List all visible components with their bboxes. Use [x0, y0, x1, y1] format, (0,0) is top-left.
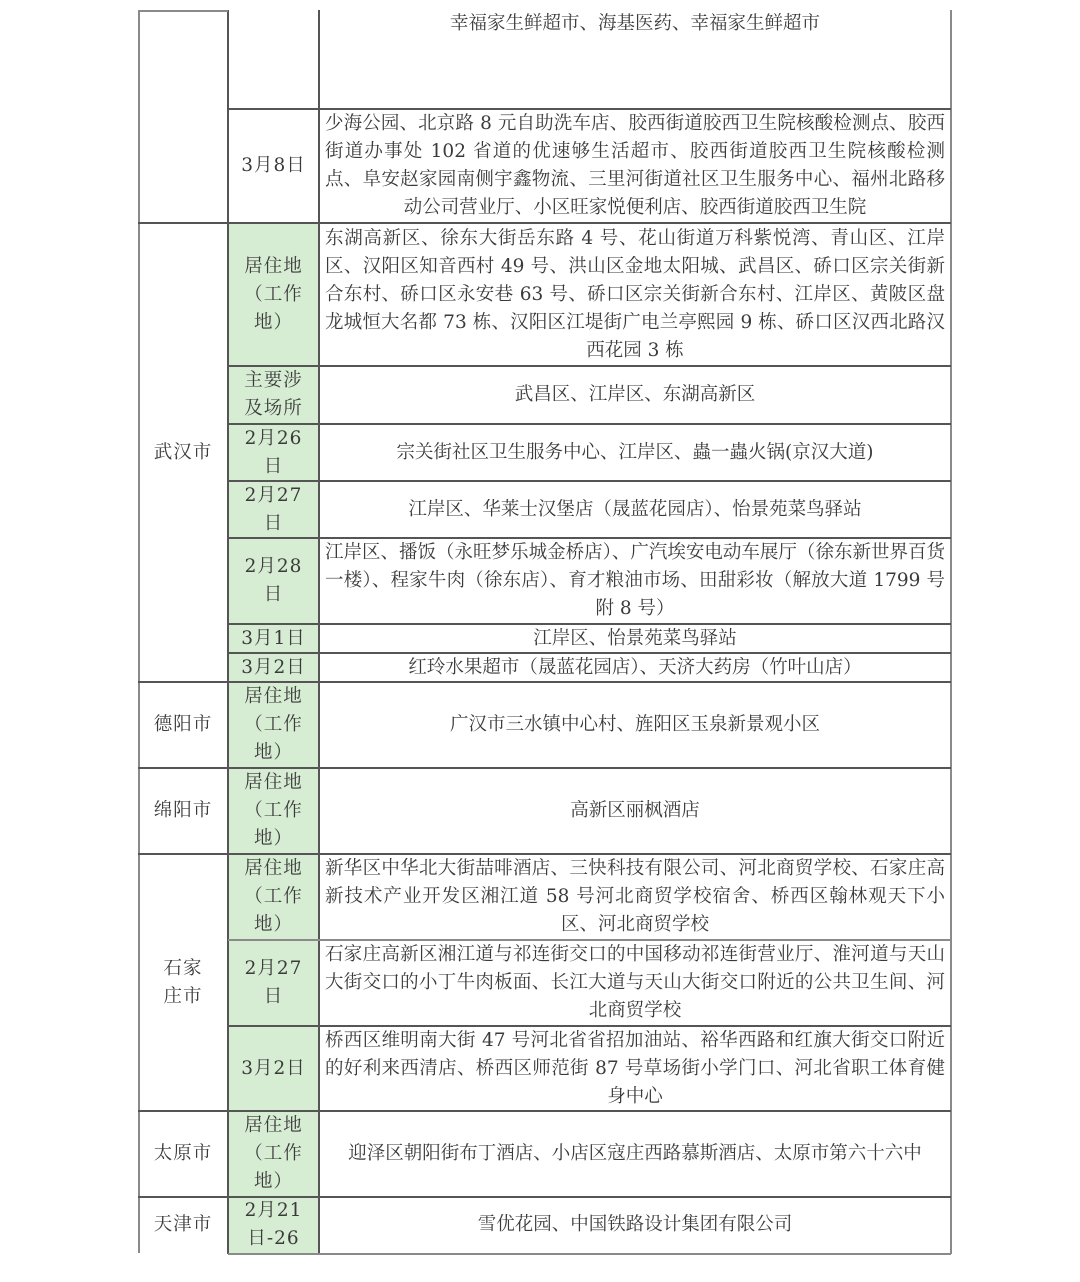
date-label: 2月28日 [244, 556, 303, 605]
date-label: 2月27日 [244, 958, 303, 1007]
row-divider [228, 1025, 951, 1027]
date-cell [228, 940, 319, 1026]
places-cell: 东湖高新区、徐东大街岳东路 4 号、花山街道万科紫悦湾、青山区、江岸区、汉阳区知音西村 49 号、洪山区金地太阳城、武昌区、硚口区宗关街新合东村、硚口区永安巷 63 号、硚口区宗关街新合东村、江岸区、黄陂区盘龙城恒大名都 73 栋、汉阳区江堤街广电兰亭熙园 9 栋、硚口区汉西北路汉西花园 3 栋 [325, 227, 945, 361]
places-cell: 江岸区、播饭（永旺梦乐城金桥店）、广汽埃安电动车展厅（徐东新世界百货一楼）、程家牛肉（徐东店）、育才粮油市场、田甜彩妆（解放大道 1799 号附 8 号） [325, 542, 945, 619]
date-label: 2月27日 [244, 484, 303, 534]
table-border-left [138, 10, 140, 1253]
places-cell: 少海公园、北京路 8 元自助洗车店、胶西街道胶西卫生院核酸检测点、胶西街道办事处 102 省道的优速够生活超市、胶西街道胶西卫生院核酸检测点、阜安赵家园南侧宇鑫物流、三里河街道社区卫生服务中心、福州北路移动公司营业厅、小区旺家悦便利店、胶西街道胶西卫生院 [325, 113, 945, 218]
date-cell: 3月2日 [228, 653, 319, 682]
places-cell: 桥西区维明南大街 47 号河北省省招加油站、裕华西路和红旗大街交口附近的好利来西清店、桥西区师范街 87 号草场街小学门口、河北省职工体育健身中心 [325, 1029, 945, 1107]
date-label: 2月26日 [244, 427, 303, 477]
city-cell-continued [138, 10, 228, 223]
table-divider [318, 10, 320, 1254]
places-cell: 幸福家生鲜超市、海基医药、幸福家生鲜超市 [449, 13, 820, 34]
row-divider [228, 365, 951, 367]
city-cell-shijiazhuang [138, 854, 228, 1111]
date-cell: 3月2日 [228, 1026, 319, 1111]
places-cell: 新华区中华北大街喆啡酒店、三快科技有限公司、河北商贸学校、石家庄高新技术产业开发区湘江道 58 号河北商贸学校宿舍、桥西区翰林观天下小区、河北商贸学校 [325, 858, 945, 935]
date-cell [228, 481, 319, 538]
date-cell [228, 538, 319, 624]
places-cell: 红玲水果超市（晟蓝花园店）、天济大药房（竹叶山店） [408, 656, 862, 678]
places-cell: 石家庄高新区湘江道与祁连街交口的中国移动祁连街营业厅、淮河道与天山大街交口的小丁牛肉板面、长江大道与天山大街交口附近的公共卫生间、河北商贸学校 [325, 944, 945, 1021]
places-cell: 宗关街社区卫生服务中心、江岸区、蟲一蟲火锅(京汉大道) [396, 441, 874, 463]
date-cell: 3月1日 [228, 624, 319, 653]
row-divider [228, 652, 951, 654]
row-divider [228, 623, 951, 625]
date-label: 居住地（工作地） [244, 772, 303, 849]
places-cell: 江岸区、华莱士汉堡店（晟蓝花园店）、怡景苑菜鸟驿站 [408, 498, 862, 520]
row-divider [138, 222, 951, 224]
date-cell [228, 682, 319, 768]
date-label: 主要涉及场所 [244, 370, 303, 419]
city-cell-tianjin: 天津市 [153, 1214, 213, 1235]
row-divider [138, 767, 951, 769]
date-cell-blank [228, 0, 319, 109]
city-cell-wuhan: 武汉市 [153, 441, 213, 463]
table-divider [227, 10, 229, 1254]
places-cell: 武昌区、江岸区、东湖高新区 [514, 384, 756, 405]
date-label: 居住地（工作地） [244, 1115, 303, 1192]
table-border-top [138, 10, 228, 12]
places-cell: 高新区丽枫酒店 [570, 800, 700, 821]
date-cell [228, 854, 319, 940]
table-border-bottom [228, 1253, 951, 1255]
row-divider [138, 1110, 951, 1112]
city-cell-mianyang: 绵阳市 [153, 800, 213, 821]
places-cell: 迎泽区朝阳街布丁酒店、小店区寇庄西路慕斯酒店、太原市第六十六中 [348, 1143, 922, 1164]
row-divider [228, 939, 951, 941]
city-label: 石家庄市 [163, 957, 203, 1007]
date-cell [228, 1197, 319, 1253]
places-cell: 广汉市三水镇中心村、旌阳区玉泉新景观小区 [449, 714, 820, 735]
date-cell [228, 223, 319, 366]
date-cell [228, 1111, 319, 1197]
places-cell: 江岸区、怡景苑菜鸟驿站 [533, 627, 737, 649]
date-cell [228, 424, 319, 481]
row-divider [138, 853, 951, 855]
row-divider [138, 1196, 951, 1198]
table-border-right [950, 10, 952, 1254]
date-cell [228, 768, 319, 854]
city-cell-deyang: 德阳市 [153, 714, 213, 735]
row-divider [138, 681, 951, 683]
row-divider [228, 480, 951, 482]
date-label: 居住地（工作地） [244, 255, 303, 333]
date-label: 2月21日-26 [244, 1200, 303, 1249]
row-divider [228, 423, 951, 425]
row-divider [228, 108, 951, 110]
date-cell [228, 366, 319, 424]
date-label: 居住地（工作地） [244, 686, 303, 763]
city-cell-taiyuan: 太原市 [153, 1143, 213, 1164]
row-divider [228, 537, 951, 539]
places-cell: 雪优花园、中国铁路设计集团有限公司 [477, 1214, 793, 1235]
date-cell: 3月8日 [241, 155, 306, 176]
date-label: 居住地（工作地） [244, 858, 303, 935]
